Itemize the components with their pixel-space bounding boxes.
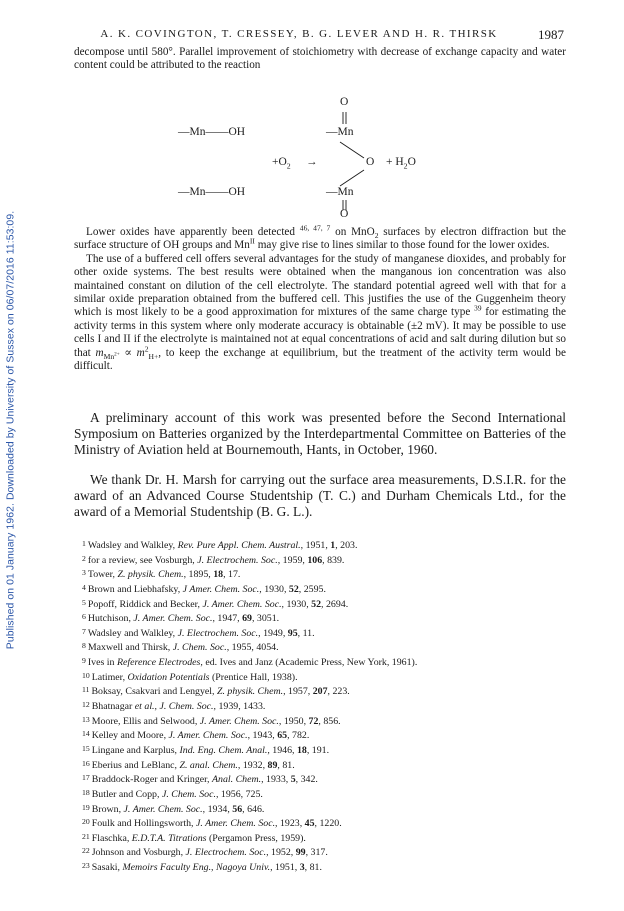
scheme-oxygen-top: O [340,96,349,108]
reference-item: 2 for a review, see Vosburgh, J. Electrochem. Soc., 1959, 106, 839. [82,553,345,566]
reference-item: 22 Johnson and Vosburgh, J. Electrochem. Soc., 1952, 99, 317. [82,846,328,859]
paragraph-lower-oxides: Lower oxides have apparently been detected $^{46, 47, 7}$ on MnO$_2$ surfaces by electron diffraction but the surface structure of OH groups and $Mn^{II}$ may give rise to lines similar to those found for the lower oxides. [74,223,567,252]
scheme-plus-o2: $+O_2$ [272,156,291,171]
scheme-oxygen-bottom: O [340,208,349,220]
reaction-scheme [74,92,566,222]
reference-item: 13 Moore, Ellis and Selwood, J. Amer. Chem. Soc., 1950, 72, 856. [82,714,341,727]
reference-item: 19 Brown, J. Amer. Chem. Soc., 1934, 56, 646. [82,802,265,815]
paragraph-buffered-cell: The use of a buffered cell offers several advantages for the study of manganese dioxides, and probably for other oxide systems. The best results were obtained when the manganous ion concentration was also maintained constant on dilution of the cell electrolyte. The standard potential agreed well with that for a similar oxide preparation obtained from the buffered cell. This justifies the use of the Guggenheim theory which is most likely to be a good approximation for mixtures of the same charge type $^{39}$ for estimating the activity terms in this system where only moderate accuracy is obtainable (±2 mV). It may be possible to use cells I and II if the electrolyte is maintained not at equal concentrations of acid and salt during dilution but so that $m_{Mn^{2+}} \propto m^2_{H+}$, to keep the exchange at equilibrium, but the treatment of the activity term would be difficult. [74,252,566,373]
reference-item: 20 Foulk and Hollingsworth, J. Amer. Chem. Soc., 1923, 45, 1220. [82,817,342,830]
reference-item: 4 Brown and Liebhafsky, J Amer. Chem. Soc., 1930, 52, 2595. [82,582,326,595]
references-list [82,538,562,875]
reference-item: 17 Braddock-Roger and Kringer, Anal. Chem., 1933, 5, 342. [82,773,318,786]
scheme-oxygen-middle: O [366,156,375,168]
scheme-plus-water: + $H_2O$ [386,156,416,171]
reference-item: 1 Wadsley and Walkley, Rev. Pure Appl. Chem. Austral., 1951, 1, 203. [82,539,358,551]
reference-item: 16 Eberius and LeBlanc, Z. anal. Chem., 1932, 89, 81. [82,758,295,771]
intro-paragraph [74,46,566,73]
scheme-left-bottom: —Mn——OH [178,186,246,198]
download-notice-text[interactable]: Published on 01 January 1962. Downloaded by University of Sussex on 06/07/2016 11:53:09. [5,210,17,650]
running-header-authors: A. K. COVINGTON, T. CRESSEY, B. G. LEVER AND H. R. THIRSK [100,28,498,40]
page-number: 1987 [538,27,564,42]
reference-item: 14 Kelley and Moore, J. Amer. Chem. Soc., 1943, 65, 782. [82,729,310,742]
scheme-left-top: —Mn——OH [178,126,246,138]
reference-item: 9 Ives in Reference Electrodes, ed. Ives and Janz (Academic Press, New York, 1961). [82,656,418,669]
preliminary-account [74,410,566,459]
acknowledgements [74,472,566,521]
reference-item: 8 Maxwell and Thirsk, J. Chem. Soc., 1955, 4054. [82,641,279,654]
running-header [74,28,564,44]
reference-item: 3 Tower, Z. physik. Chem., 1895, 18, 17. [82,568,241,581]
reference-item: 5 Popoff, Riddick and Becker, J. Amer. Chem. Soc., 1930, 52, 2694. [82,597,349,610]
paragraph-acknowledgements: We thank Dr. H. Marsh for carrying out the surface area measurements, D.S.I.R. for the award of an Advanced Course Studentship (T. C.) and Durham Chemicals Ltd., for the award of a Memorial Studentship (B. G. L.). [74,472,566,520]
scheme-bonds [74,92,566,222]
reference-item: 6 Hutchison, J. Amer. Chem. Soc., 1947, 69, 3051. [82,612,280,625]
scheme-mn-bottom: —Mn [326,186,354,198]
reference-item: 15 Lingane and Karplus, Ind. Eng. Chem. Anal., 1946, 18, 191. [82,743,330,756]
intro-text: decompose until 580°. Parallel improvement of stoichiometry with decrease of exchange capacity and water content could be attributed to the reaction [74,46,566,72]
scheme-arrow: → [306,156,318,168]
scheme-mn-top: —Mn [326,126,354,138]
body-text [74,223,567,373]
reference-item: 18 Butler and Copp, J. Chem. Soc., 1956, 725. [82,787,263,800]
reference-item: 11 Boksay, Csakvari and Lengyel, Z. physik. Chem., 1957, 207, 223. [82,685,350,698]
reference-item: 7 Wadsley and Walkley, J. Electrochem. Soc., 1949, 95, 11. [82,626,315,639]
reference-item: 10 Latimer, Oxidation Potentials (Prentice Hall, 1938). [82,670,298,683]
paragraph-preliminary-account: A preliminary account of this work was presented before the Second International Symposium on Batteries organized by the Interdepartmental Committee on Batteries of the Ministry of Aviation held at Bournemouth, Hants, in October, 1960. [74,410,566,458]
reference-item: 23 Sasaki, Memoirs Faculty Eng., Nagoya Univ., 1951, 3, 81. [82,861,322,874]
reference-item: 12 Bhatnagar et al., J. Chem. Soc., 1939, 1433. [82,700,266,712]
reference-item: 21 Flaschka, E.D.T.A. Titrations (Pergamon Press, 1959). [82,831,306,844]
download-notice[interactable] [4,150,18,710]
